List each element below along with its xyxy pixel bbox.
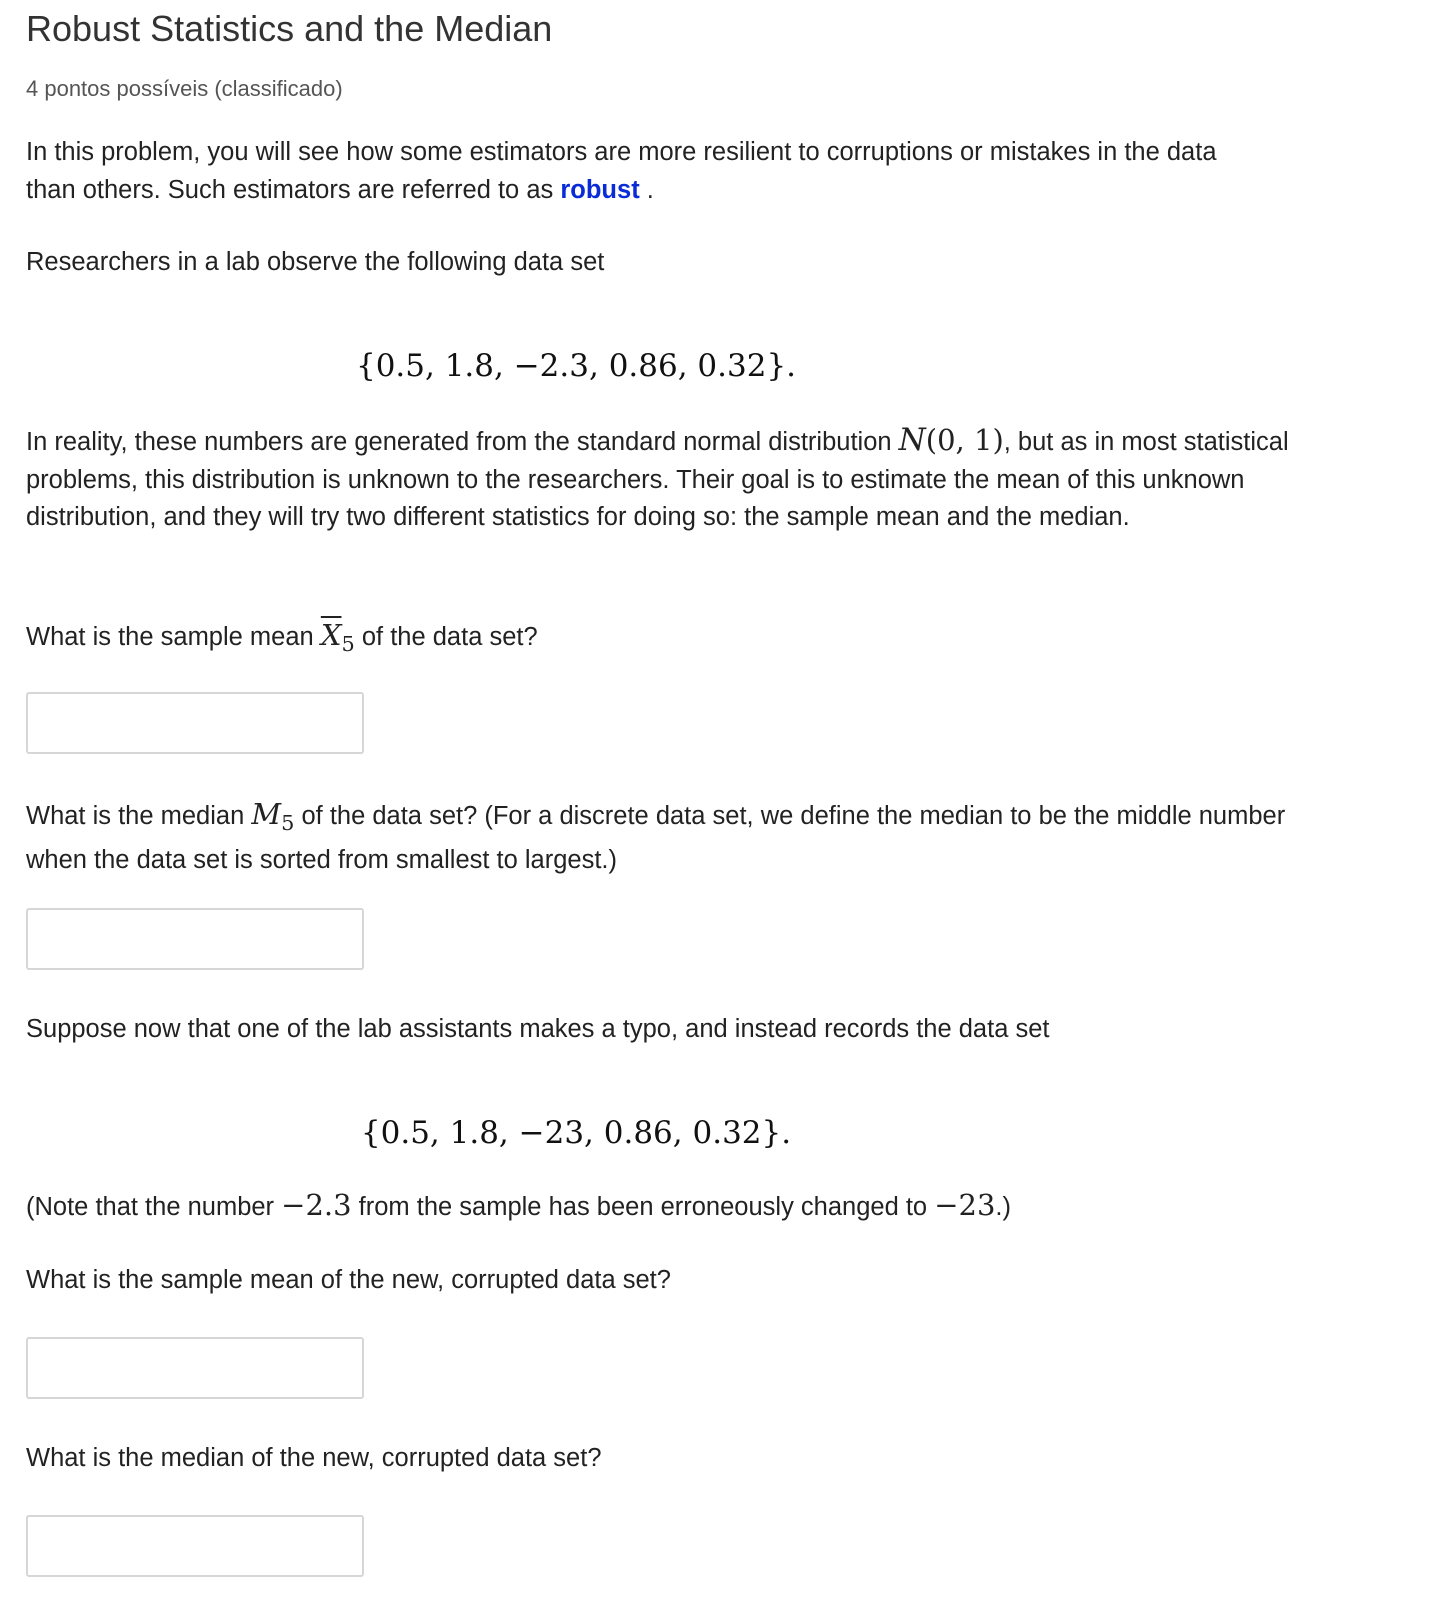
question-sample-mean-start: What is the sample mean xyxy=(26,623,314,651)
sample-mean-subscript: 5 xyxy=(341,631,355,656)
intro-line-1: In this problem, you will see how some estimators are more resilient to corruptions or mistakes in the data xyxy=(26,138,1217,166)
dataset-corrupted: {0.5, 1.8, −23, 0.86, 0.32}. xyxy=(360,1115,792,1151)
note-start: (Note that the number xyxy=(26,1193,275,1221)
median-input[interactable] xyxy=(26,908,364,970)
robust-term: robust xyxy=(560,175,640,204)
median-subscript: 5 xyxy=(281,810,295,835)
question-median-end: of the data set? (For a discrete data set, we define the median to be the middle number when the data set is sorted from smallest to largest.) xyxy=(26,802,1286,875)
question-sample-mean xyxy=(26,617,1406,663)
question-sample-mean-end: of the data set? xyxy=(361,623,538,651)
question-corrupted-median: What is the median of the new, corrupted data set? xyxy=(26,1444,602,1472)
dataset-original: {0.5, 1.8, −2.3, 0.86, 0.32}. xyxy=(355,348,797,384)
question-median xyxy=(26,796,1326,880)
intro-line-2-text: than others. Such estimators are referred to as xyxy=(26,175,554,204)
intro-paragraph xyxy=(26,134,1406,209)
problem-title: Robust Statistics and the Median xyxy=(26,8,553,49)
reality-paragraph xyxy=(26,422,1336,537)
median-letter: M xyxy=(251,797,282,831)
sample-mean-symbol xyxy=(320,618,355,656)
normal-dist-symbol: N xyxy=(898,422,926,458)
note-new-value: −23 xyxy=(934,1188,996,1222)
note-old-value: −2.3 xyxy=(281,1188,352,1222)
question-median-start: What is the median xyxy=(26,802,245,830)
points-label: 4 pontos possíveis (classificado) xyxy=(26,76,343,101)
normal-dist-params: (0, 1) xyxy=(925,423,1004,457)
typo-text: Suppose now that one of the lab assistants makes a typo, and instead records the data set xyxy=(26,1015,1050,1043)
question-corrupted-mean: What is the sample mean of the new, corrupted data set? xyxy=(26,1266,671,1294)
note-text xyxy=(26,1187,1406,1227)
corrupted-median-input[interactable] xyxy=(26,1515,364,1577)
reality-text-start: In reality, these numbers are generated from the standard normal distribution xyxy=(26,428,892,456)
intro-line-2-end: . xyxy=(646,175,654,204)
corrupted-mean-input[interactable] xyxy=(26,1337,364,1399)
reality-text-end: , but as in most statistical problems, this distribution is unknown to the researchers. Their goal is to estimate the mean of this unknown distribution, and they will try two different statistics for doing so: the sample mean and the median. xyxy=(26,428,1289,531)
observe-text: Researchers in a lab observe the following data set xyxy=(26,248,605,276)
note-end: .) xyxy=(995,1193,1011,1221)
intro-line-2 xyxy=(26,172,1406,210)
sample-mean-input[interactable] xyxy=(26,692,364,754)
sample-mean-letter: $\overline{X}$ xyxy=(320,618,342,652)
note-middle: from the sample has been erroneously changed to xyxy=(358,1193,928,1221)
median-symbol xyxy=(251,797,295,835)
